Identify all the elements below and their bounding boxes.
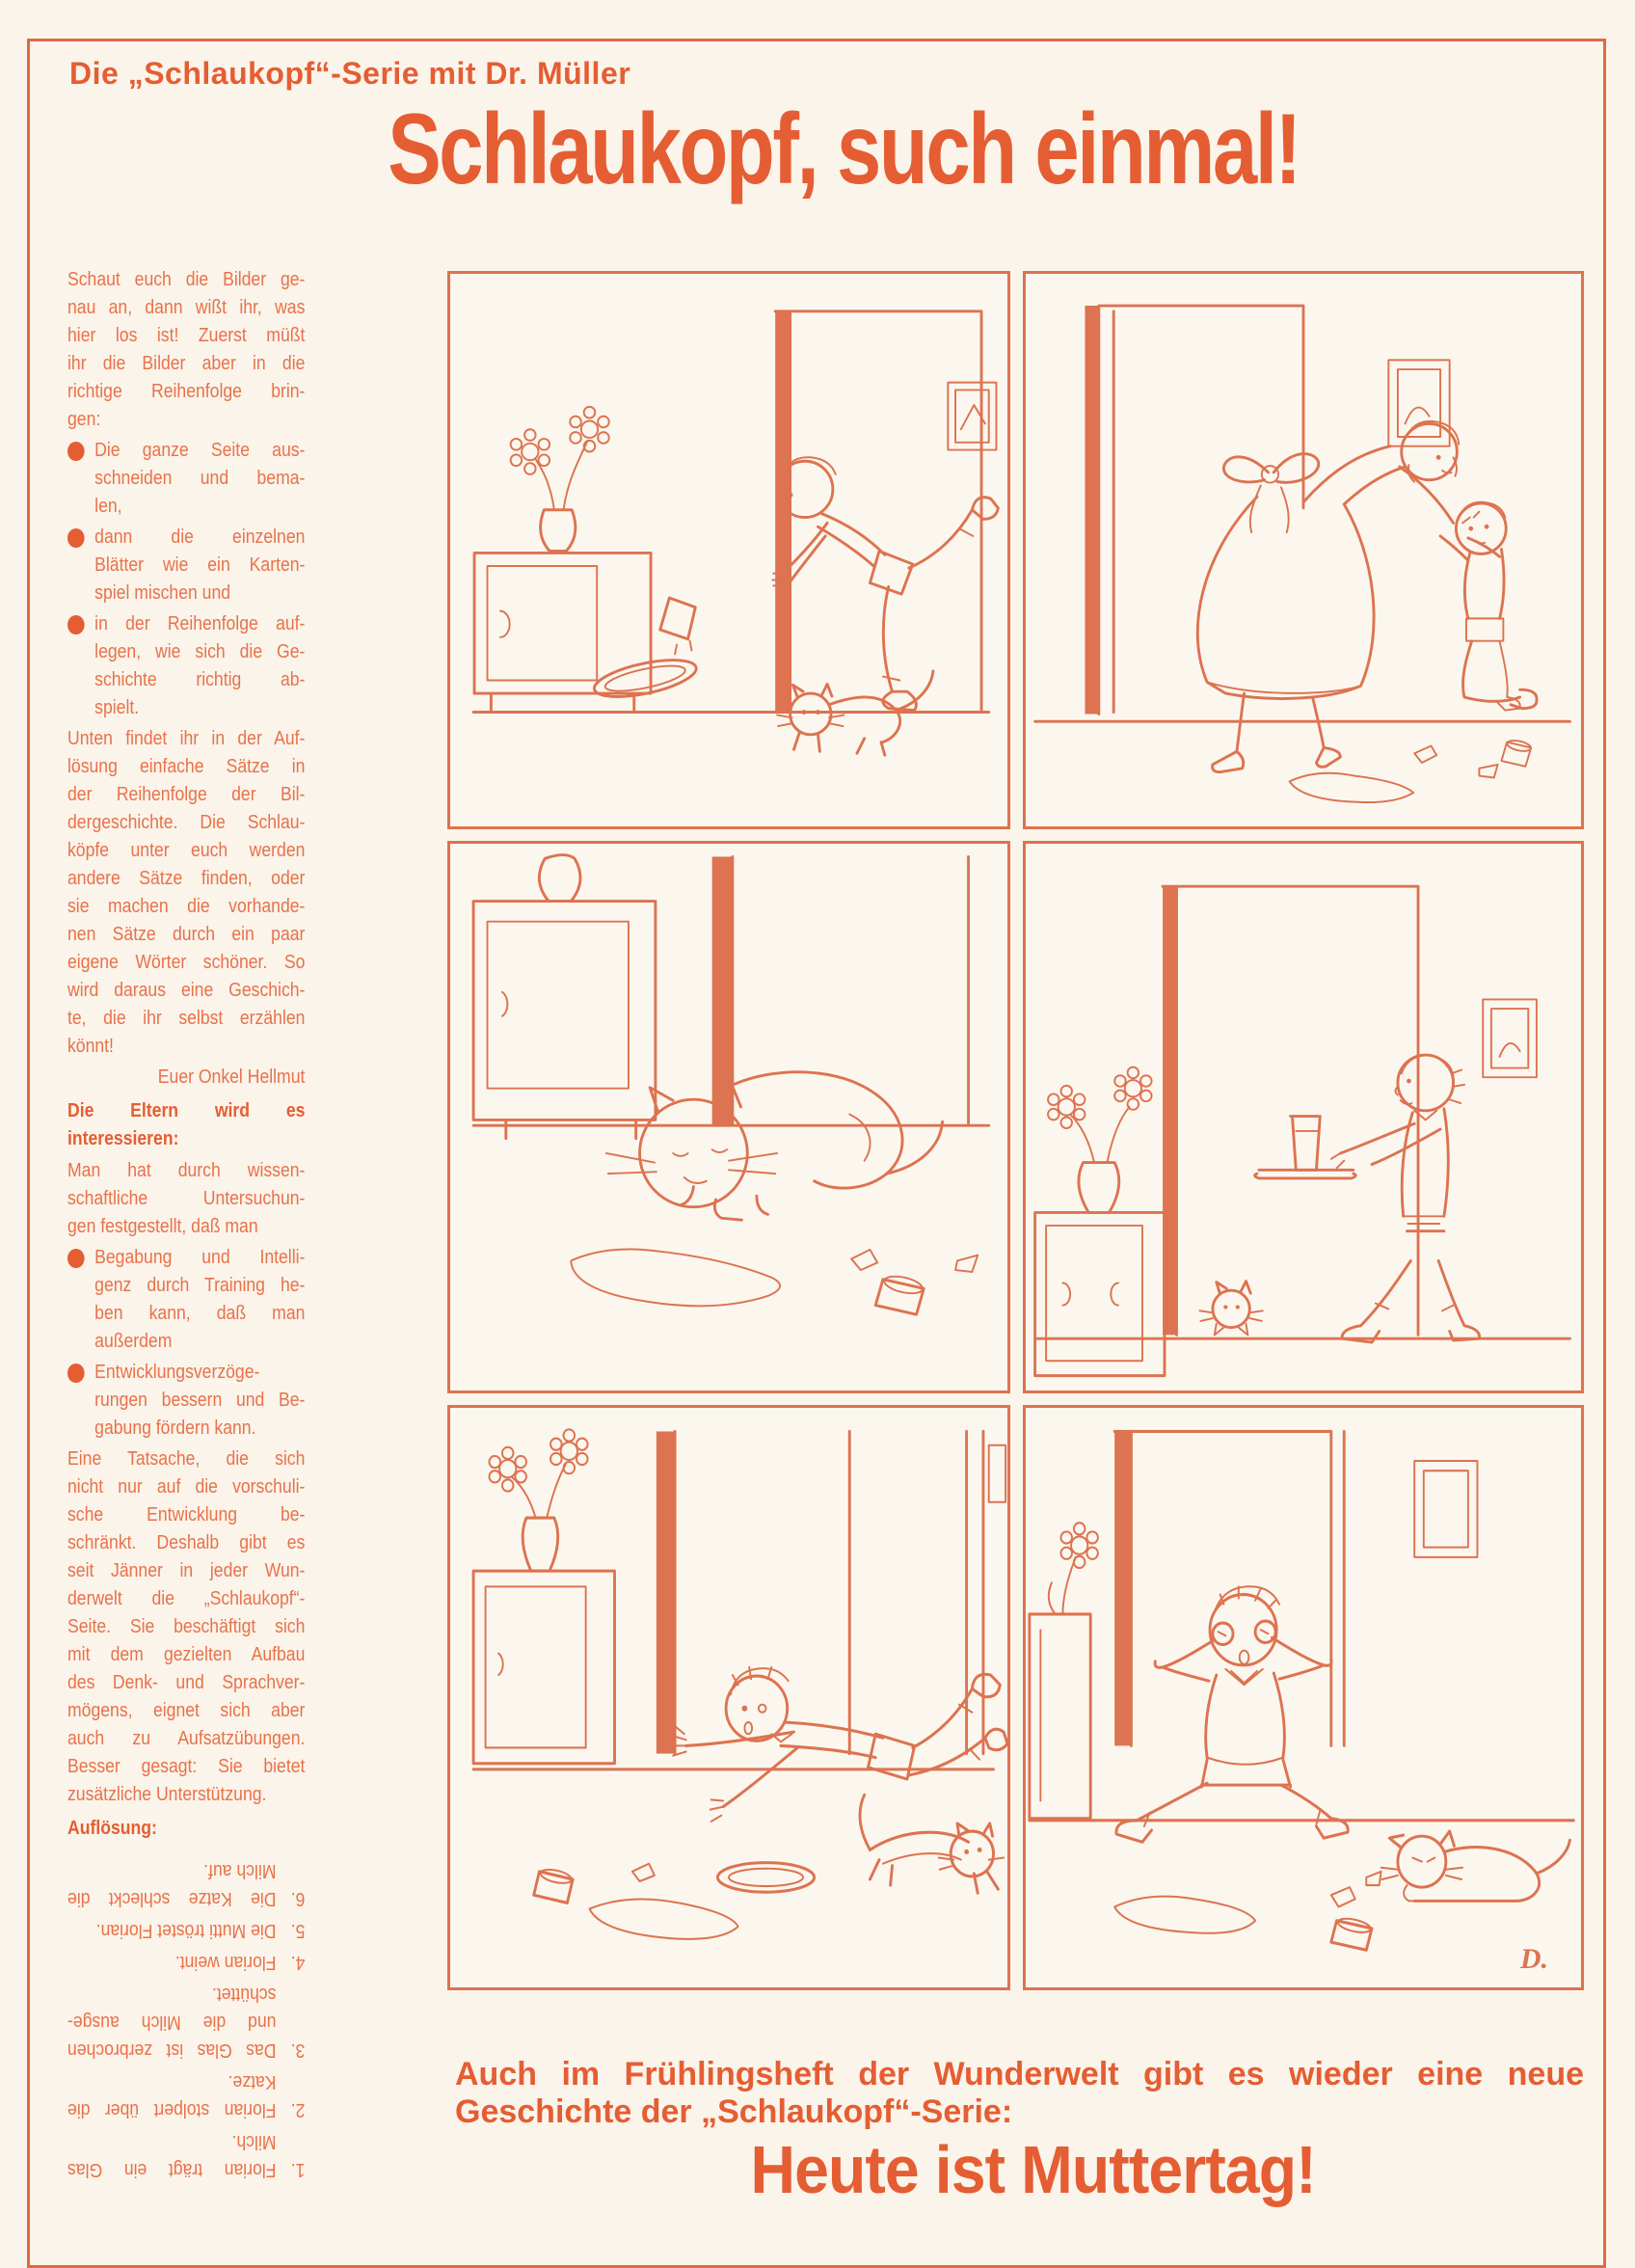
panel-1-illustration bbox=[450, 274, 1007, 826]
comic-panel-2 bbox=[1023, 271, 1584, 829]
boy-drawing bbox=[671, 1667, 1007, 1822]
cat-drawing bbox=[1199, 1282, 1262, 1336]
cabinet-drawing bbox=[1035, 1212, 1165, 1375]
solution-item-3: 3. Das Glas ist zerbrochen und die Milch ausge- schüttet. bbox=[67, 1984, 306, 2061]
parents-heading: Die Eltern wird es interessieren: bbox=[67, 1100, 306, 1149]
bullet-dot-icon bbox=[67, 528, 85, 548]
solution-list-upside-down bbox=[67, 1856, 305, 2183]
left-text-column bbox=[67, 266, 305, 2187]
boy-drawing bbox=[772, 457, 998, 710]
comic-panel-4 bbox=[1023, 841, 1584, 1393]
instruction-bullet-1: Die ganze Seite aus- schneiden und bema- len, bbox=[67, 437, 305, 521]
panel-4-illustration bbox=[1026, 844, 1581, 1390]
spilled-milk-drawing bbox=[534, 1863, 815, 1939]
instruction-bullet-2: dann die einzelnen Blätter wie ein Karten- spiel mischen und bbox=[67, 524, 305, 608]
solution-heading: Auflösung: bbox=[67, 1818, 157, 1839]
footer-headline: Heute ist Muttertag! bbox=[750, 2132, 1316, 2207]
series-kicker: Die „Schlaukopf“-Serie mit Dr. Müller bbox=[69, 56, 631, 91]
parents-text-paragraph: Eine Tatsache, die sich nicht nur auf die vorschuli- sche Entwicklung be- schränkt. Deshalb gibt es seit Jänner in jeder Wun- derwelt die „Schlaukopf“- Seite. Sie beschäftigt sich mit dem gezielten Aufbau des Denk- und Sprachver- mögens, eignet sich aber auch zu Aufsatzübungen. Besser gesagt: Sie bietet zusätzliche Unterstützung. bbox=[67, 1448, 306, 1805]
boy-drawing bbox=[1116, 1586, 1348, 1842]
signoff: Euer Onkel Hellmut bbox=[157, 1066, 306, 1088]
cat-drawing bbox=[860, 1795, 1004, 1893]
bullet-dot-icon bbox=[67, 1249, 85, 1268]
flower-vase-drawing bbox=[1049, 1523, 1098, 1614]
comic-panel-1 bbox=[447, 271, 1010, 829]
instruction-bullet-3: in der Reihenfolge auf- legen, wie sich die Ge- schichte richtig ab- spielt. bbox=[67, 610, 305, 722]
parents-intro-paragraph: Man hat durch wissen- schaftliche Untersuchun- gen festgestellt, daß man bbox=[67, 1160, 306, 1237]
solution-item-4: 4. Florian weint. bbox=[174, 1952, 306, 1973]
comic-panel-grid bbox=[447, 271, 1584, 1990]
cat-drawing bbox=[1381, 1831, 1570, 1901]
comic-panel-3 bbox=[447, 841, 1010, 1393]
page-title: Schlaukopf, such einmal! bbox=[388, 94, 1300, 205]
picture-frame-drawing bbox=[1483, 999, 1537, 1077]
panel-5-illustration bbox=[450, 1408, 1007, 1987]
flower-vase-drawing bbox=[489, 1429, 587, 1571]
cabinet-drawing bbox=[474, 553, 651, 710]
parents-bullet-2: Entwicklungsverzöge- rungen bessern und Be- gabung fördern kann. bbox=[67, 1359, 305, 1443]
artist-signature: D. bbox=[1519, 1943, 1548, 1975]
spilled-milk-drawing bbox=[1114, 1872, 1380, 1950]
cabinet-drawing bbox=[473, 855, 656, 1139]
falling-cup-drawing bbox=[660, 598, 696, 654]
intro-paragraph: Schaut euch die Bilder ge- nau an, dann wißt ihr, was hier los ist! Zuerst müßt ihr die Bilder aber in die richtige Reihenfolge brin- gen: bbox=[67, 269, 306, 430]
panel-6-illustration bbox=[1026, 1408, 1581, 1987]
footer-teaser: Auch im Frühlingsheft der Wunderwelt gibt es wieder eine neue Geschichte der „Schlaukopf“-Serie: bbox=[455, 2056, 1584, 2130]
broken-glass-drawing bbox=[851, 1250, 978, 1314]
solution-intro-paragraph: Unten findet ihr in der Auf- lösung einfache Sätze in der Reihenfolge der Bil- dergeschichte. Die Schlau- köpfe unter euch werden andere Sätze finden, oder sie machen die vorhande- nen Sätze durch ein paar eigene Wörter schöner. So wird daraus eine Geschich- te, die ihr selbst erzählen könnt! bbox=[67, 728, 306, 1057]
boy-drawing bbox=[1440, 502, 1537, 711]
comic-panel-5 bbox=[447, 1405, 1010, 1990]
picture-frame-drawing bbox=[1414, 1461, 1477, 1557]
parents-bullet-1: Begabung und Intelli- genz durch Training he- ben kann, daß man außerdem bbox=[67, 1244, 305, 1356]
falling-tray-drawing bbox=[591, 653, 699, 704]
bullet-dot-icon bbox=[67, 1364, 85, 1383]
cabinet-drawing bbox=[473, 1571, 614, 1764]
solution-item-1: 1. Florian trägt ein Glas Milch. bbox=[67, 2131, 306, 2180]
milk-puddle-drawing bbox=[571, 1249, 780, 1306]
mother-drawing bbox=[1197, 421, 1459, 772]
picture-frame-drawing bbox=[948, 383, 996, 450]
flower-vase-drawing bbox=[1048, 1067, 1152, 1213]
panel-2-illustration bbox=[1026, 274, 1581, 826]
solution-item-2: 2. Florian stolpert über die Katze. bbox=[67, 2071, 306, 2120]
bullet-dot-icon bbox=[67, 615, 85, 634]
comic-panel-6 bbox=[1023, 1405, 1584, 1990]
bullet-dot-icon bbox=[67, 442, 85, 461]
picture-frame-drawing bbox=[1388, 360, 1449, 446]
solution-item-5: 5. Die Mutti tröstet Florian. bbox=[95, 1920, 306, 1941]
panel-3-illustration bbox=[450, 844, 1007, 1390]
solution-item-6: 6. Die Katze schleckt die Milch auf. bbox=[67, 1860, 306, 1909]
milk-puddle-drawing bbox=[1290, 773, 1414, 802]
broken-glass-drawing bbox=[1414, 739, 1532, 777]
flower-vase-drawing bbox=[511, 407, 609, 552]
cabinet-drawing bbox=[1030, 1614, 1090, 1819]
boy-drawing bbox=[1255, 1055, 1480, 1342]
